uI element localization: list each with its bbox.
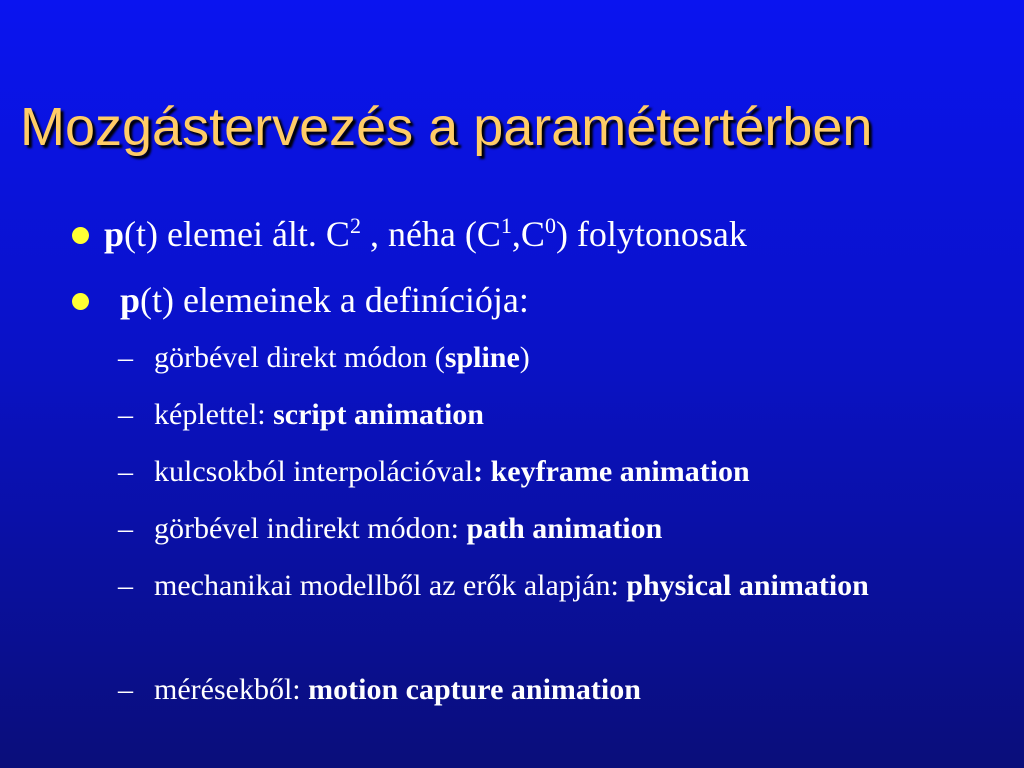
dash-icon: – — [118, 455, 133, 488]
dash-icon: – — [118, 341, 133, 374]
bullet-text-a: (t) elemei ált. C — [124, 214, 350, 254]
superscript: 1 — [500, 212, 512, 238]
bullet-dot-icon — [72, 293, 89, 310]
sub-item-bold: : keyframe animation — [473, 455, 750, 488]
dash-icon: – — [118, 512, 133, 545]
slide-title: Mozgástervezés a paramétertérben — [20, 97, 873, 157]
bullet-text-a: (t) elemeinek a definíciója: — [140, 280, 529, 320]
sub-item-bold: physical animation — [626, 569, 869, 602]
bullet-text — [104, 212, 747, 256]
sub-item-plain: görbével direkt módon ( — [154, 341, 445, 374]
sub-item-text — [154, 672, 974, 708]
sub-item-text — [154, 454, 974, 490]
bullet-text-b: , néha (C — [360, 214, 501, 254]
bullet-bold: p — [120, 280, 141, 320]
sub-item-bold: script animation — [273, 398, 484, 431]
sub-item-text — [154, 340, 974, 376]
sub-item-bold: spline — [444, 341, 520, 374]
sub-item-plain: kulcsokból interpolációval — [154, 455, 474, 488]
sub-item-plain: görbével indirekt módon: — [154, 512, 467, 545]
superscript: 2 — [349, 212, 361, 238]
dash-icon: – — [118, 673, 133, 706]
dash-icon: – — [118, 398, 133, 431]
bullet-text — [120, 278, 529, 322]
sub-item-plain: képlettel: — [154, 398, 274, 431]
sub-item-bold: motion capture animation — [308, 673, 641, 706]
bullet-bold: p — [104, 214, 125, 254]
dash-icon: – — [118, 569, 133, 602]
sub-item-text — [154, 568, 974, 604]
sub-item-text — [154, 511, 974, 547]
bullet-text-d: ) folytonosak — [555, 214, 747, 254]
bullet-dot-icon — [72, 227, 89, 244]
sub-item-text — [154, 397, 974, 433]
sub-item-bold: path animation — [466, 512, 663, 545]
sub-item-plain: mérésekből: — [154, 673, 309, 706]
sub-item-after: ) — [519, 341, 530, 374]
superscript: 0 — [544, 212, 556, 238]
sub-item-plain: mechanikai modellből az erők alapján: — [154, 569, 627, 602]
bullet-text-c: ,C — [511, 214, 545, 254]
